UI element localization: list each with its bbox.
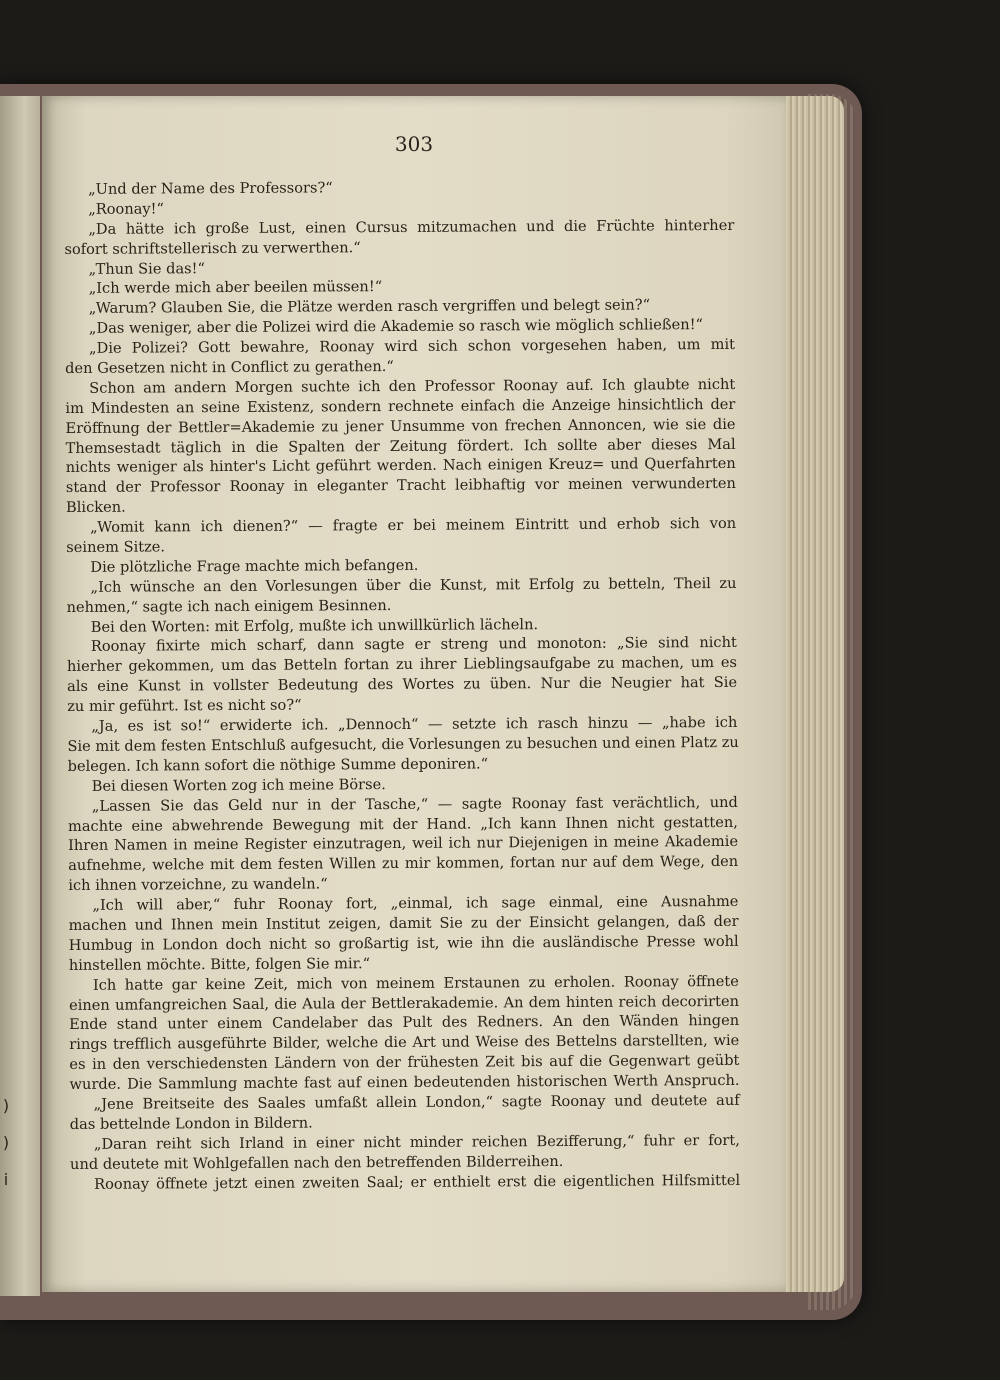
text-line: „Warum? Glauben Sie, die Plätze werden rasch vergriffen und belegt sein?“ xyxy=(88,296,651,318)
text-line: ich ihnen vorzeichne, zu wandeln.“ xyxy=(68,875,328,895)
left-page-bleed-marks: ) ) i xyxy=(2,1096,10,1189)
text-line: belegen. Ich kann sofort die nöthige Summe deponiren.“ xyxy=(67,755,489,775)
text-line: Blicken. xyxy=(65,498,126,517)
book-page xyxy=(42,96,786,1292)
text-line: „Ich werde mich aber beeilen müssen!“ xyxy=(88,278,383,298)
text-line: Die plötzliche Frage machte mich befangen. xyxy=(90,556,419,576)
text-line: „Womit kann ich dienen?“ — fragte er bei meinem Eintritt und erhob sich von xyxy=(90,515,737,536)
text-line: nehmen,“ sagte ich nach einigem Besinnen. xyxy=(66,596,392,616)
text-line: es in den verschiedensten Ländern von der frühesten Zeit bis auf die Gegenwart geübt xyxy=(69,1052,740,1074)
page-body-text xyxy=(64,176,740,1194)
text-line: wurde. Die Sammlung machte fast auf einen bedeutenden historischen Werth Anspruch. xyxy=(69,1071,740,1094)
text-line: einen umfangreichen Saal, die Aula der Bettlerakademie. An dem hinten reich decorirten xyxy=(68,992,740,1014)
text-line: Roonay fixirte mich scharf, dann sagte er streng und monoton: „Sie sind nicht xyxy=(90,634,737,656)
text-line: Schon am andern Morgen suchte ich den Professor Roonay auf. Ich glaubte nicht xyxy=(89,375,736,397)
text-line: „Jene Breitseite des Saales umfaßt allein London,“ sagte Roonay und deutete auf xyxy=(93,1091,740,1113)
text-line: Eröffnung der Bettler=Akademie zu jener Unsumme von frechen Annoncen, wie sie die xyxy=(65,415,736,437)
text-line: „Die Polizei? Gott bewahre, Roonay wird sich schon vorgesehen haben, um mit xyxy=(88,336,736,357)
text-line: „Und der Name des Professors?“ xyxy=(88,179,333,198)
text-line: das bettelnde London in Bildern. xyxy=(69,1114,313,1133)
text-line: machte eine abwehrende Bewegung mit der Hand. „Ich kann Ihnen nicht gestatten, xyxy=(67,813,738,835)
text-line: im Mindesten an seine Existenz, sondern rechnete einfach die Anzeige hinsichtlich der xyxy=(65,395,736,417)
text-line: „Da hätte ich große Lust, einen Cursus mitzumachen und die Früchte hinterher xyxy=(88,216,735,238)
text-line: machen und Ihnen mein Institut zeigen, damit Sie zu der Einsicht gelangen, daß der xyxy=(68,912,739,934)
text-line: Ich hatte gar keine Zeit, mich von meinem Erstaunen zu erholen. Roonay öffnete xyxy=(92,972,739,994)
text-line: stand der Professor Roonay in eleganter Tracht leibhaftig vor meinen verwunderten xyxy=(65,475,736,497)
text-line: „Lassen Sie das Geld nur in der Tasche,“ — sagte Roonay fast verächtlich, und xyxy=(91,793,738,815)
text-line: sofort schriftstellerisch zu verwerthen.“ xyxy=(64,238,361,258)
text-line: „Ich wünsche an den Vorlesungen über die Kunst, mit Erfolg zu betteln, Theil zu xyxy=(90,574,737,596)
text-line: Sie mit dem festen Entschluß aufgesucht, die Vorlesungen zu besuchen und einen Platz zu xyxy=(67,733,739,755)
text-line: Ende stand unter einem Candelaber das Pult des Redners. An den Wänden hingen xyxy=(69,1012,740,1034)
page-number: 303 xyxy=(394,132,434,156)
text-line: den Gesetzen nicht in Conflict zu gerathen.“ xyxy=(65,358,394,378)
text-line: hierher gekommen, um das Betteln fortan zu ihrer Lieblingsaufgabe zu machen, um es xyxy=(66,654,738,676)
text-line: „Roonay!“ xyxy=(88,200,165,218)
text-line: Bei den Worten: mit Erfolg, mußte ich unwillkürlich lächeln. xyxy=(90,615,539,636)
text-line: als eine Kunst in vollster Bedeutung des Wortes zu üben. Nur die Neugier hat Sie xyxy=(67,674,738,696)
text-line: „Ja, es ist so!“ erwiderte ich. „Dennoch“ — setzte ich rasch hinzu — „habe ich xyxy=(91,713,738,735)
text-line: Ihren Namen in meine Register einzutragen, weil ich nur Diejenigen in meine Akademie xyxy=(68,833,739,855)
text-line: hinstellen möchte. Bitte, folgen Sie mir.“ xyxy=(68,954,371,974)
page-stack-edges xyxy=(776,96,844,1292)
text-line: Bei diesen Worten zog ich meine Börse. xyxy=(91,775,386,795)
text-line: aufnehme, welche mit dem festen Willen zu mir kommen, fortan nur auf dem Wege, den xyxy=(68,853,739,875)
text-line: zu mir geführt. Ist es nicht so?“ xyxy=(67,696,302,716)
text-line: nichts weniger als hinter's Licht geführt werden. Nach einigen Kreuz= und Querfahrten xyxy=(65,455,736,477)
text-line: „Daran reiht sich Irland in einer nicht minder reichen Bezifferung,“ fuhr er fort, xyxy=(93,1131,740,1153)
text-line: Roonay öffnete jetzt einen zweiten Saal; er enthielt erst die eigentlichen Hilfsmittel xyxy=(94,1171,741,1193)
left-page-edge xyxy=(0,96,40,1296)
text-line: „Ich will aber,“ fuhr Roonay fort, „einmal, ich sage einmal, eine Ausnahme xyxy=(92,892,739,914)
text-line: seinem Sitze. xyxy=(66,538,166,557)
text-line: Humbug in London doch nicht so großartig ist, wie ihn die ausländische Presse wohl xyxy=(68,932,739,954)
text-line: „Thun Sie das!“ xyxy=(88,259,206,278)
text-line: Themsestadt täglich in die Spalten der Zeitung fördert. Ich sollte aber dieses Mal xyxy=(65,435,736,457)
text-line: „Das weniger, aber die Polizei wird die Akademie so rasch wie möglich schließen!“ xyxy=(88,316,704,338)
text-line: rings trefflich ausgeführte Bilder, welche die Art und Weise des Bettelns darstellten, wie xyxy=(69,1032,740,1054)
text-line: und deutete mit Wohlgefallen nach den betreffenden Bilderreihen. xyxy=(69,1152,564,1173)
